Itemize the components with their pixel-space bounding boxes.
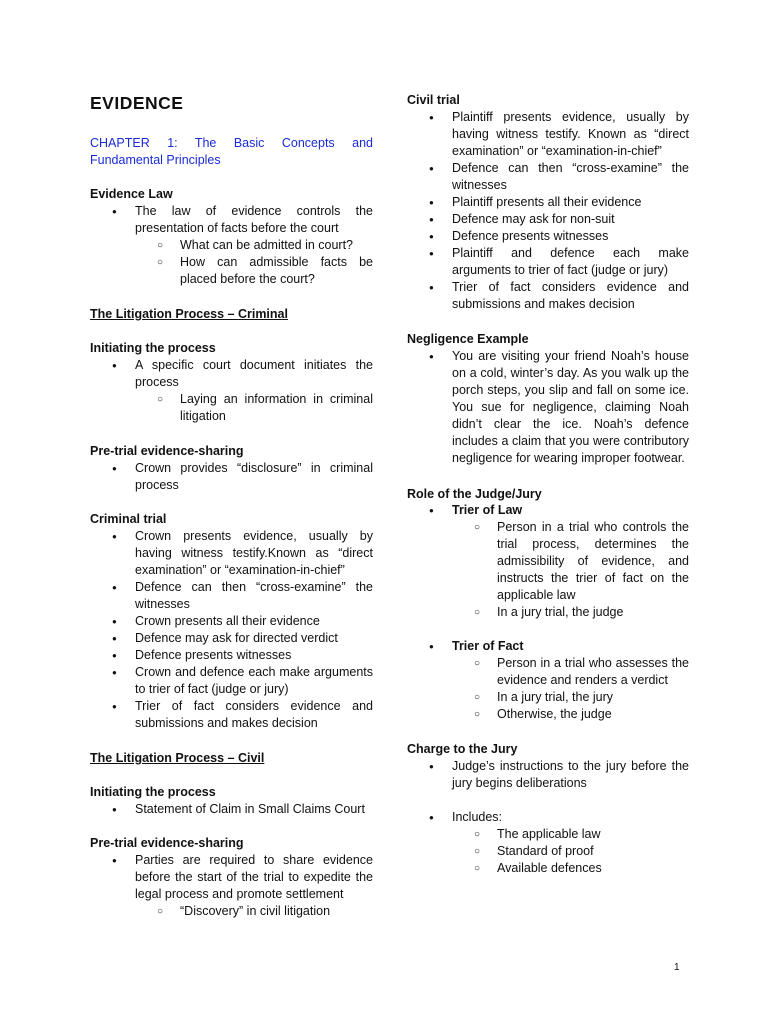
document-title: EVIDENCE — [90, 93, 184, 113]
list-item: ● Plaintiff presents evidence, usually by having witness testify. Known as “direct examination” or “examination-in-chief” — [407, 109, 689, 160]
crim-initiating-list — [90, 357, 373, 425]
heading-negligence: Negligence Example — [407, 332, 529, 346]
list-item: ● Statement of Claim in Small Claims Court — [90, 801, 373, 818]
list-item: ● Defence can then “cross-examine” the witnesses — [407, 160, 689, 194]
negligence-list — [407, 348, 689, 467]
list-item: ● Crown and defence each make arguments to trier of fact (judge or jury) — [90, 664, 373, 698]
evidence-law-list — [90, 203, 373, 288]
list-item: ● You are visiting your friend Noah’s house on a cold, winter’s day. As you walk up the porch steps, you slip and fall on some ice. You sue for negligence, claiming Noah didn’t clear the ice. Noah’s defence includes a claim that you were contributory negligence for wearing improper footwear. — [407, 348, 689, 467]
civil-trial-list — [407, 109, 689, 313]
list-item: ● A specific court document initiates the process — [90, 357, 373, 391]
list-item: ● Trier of fact considers evidence and submissions and makes decision — [407, 279, 689, 313]
list-item: ○ Person in a trial who controls the trial process, determines the admissibility of evidence, and instructs the trier of fact on the applicable law — [407, 519, 689, 604]
heading-civil-trial: Civil trial — [407, 93, 460, 107]
heading-role: Role of the Judge/Jury — [407, 487, 542, 501]
list-item: ● Trier of fact considers evidence and submissions and makes decision — [90, 698, 373, 732]
list-item: ○ How can admissible facts be placed before the court? — [90, 254, 373, 288]
list-item: ○ Person in a trial who assesses the evidence and renders a verdict — [407, 655, 689, 689]
list-item: ● Defence can then “cross-examine” the witnesses — [90, 579, 373, 613]
crim-pretrial-list — [90, 460, 373, 494]
list-item: ○ What can be admitted in court? — [90, 237, 373, 254]
civ-pretrial-list — [90, 852, 373, 920]
list-item: ● Parties are required to share evidence before the start of the trial to expedite the legal process and promote settlement — [90, 852, 373, 903]
chapter-heading: CHAPTER 1: The Basic Concepts and Fundamental Principles — [90, 136, 373, 167]
list-item: ● Defence may ask for directed verdict — [90, 630, 373, 647]
role-fact-list — [407, 638, 689, 723]
list-item: ○ Available defences — [407, 860, 689, 877]
criminal-trial-list — [90, 528, 373, 732]
heading-civ-pretrial: Pre-trial evidence-sharing — [90, 836, 244, 850]
list-item: ● Defence may ask for non-suit — [407, 211, 689, 228]
heading-civ-initiating: Initiating the process — [90, 785, 216, 799]
list-item-trier-of-law: ● Trier of Law — [407, 502, 689, 519]
list-item: ● Crown presents all their evidence — [90, 613, 373, 630]
heading-charge: Charge to the Jury — [407, 742, 518, 756]
charge-list — [407, 758, 689, 792]
role-law-list — [407, 502, 689, 621]
list-item: ○ Otherwise, the judge — [407, 706, 689, 723]
charge-includes-list — [407, 809, 689, 877]
section-criminal: The Litigation Process – Criminal — [90, 307, 288, 321]
list-item: ● Crown presents evidence, usually by having witness testify.Known as “direct examination” or “examination-in-chief” — [90, 528, 373, 579]
list-item: ● Plaintiff and defence each make arguments to trier of fact (judge or jury) — [407, 245, 689, 279]
list-item: ○ In a jury trial, the jury — [407, 689, 689, 706]
list-item: ○ Standard of proof — [407, 843, 689, 860]
heading-crim-initiating: Initiating the process — [90, 341, 216, 355]
list-item: ○ In a jury trial, the judge — [407, 604, 689, 621]
list-item: ○ “Discovery” in civil litigation — [90, 903, 373, 920]
list-item: ● Defence presents witnesses — [407, 228, 689, 245]
section-civil: The Litigation Process – Civil — [90, 751, 265, 765]
heading-evidence-law: Evidence Law — [90, 187, 173, 201]
list-item: ○ The applicable law — [407, 826, 689, 843]
heading-crim-pretrial: Pre-trial evidence-sharing — [90, 444, 244, 458]
list-item: ● The law of evidence controls the presentation of facts before the court — [90, 203, 373, 237]
list-item: ● Crown provides “disclosure” in criminal process — [90, 460, 373, 494]
civ-initiating-list — [90, 801, 373, 818]
list-item: ● Plaintiff presents all their evidence — [407, 194, 689, 211]
list-item: ● Includes: — [407, 809, 689, 826]
list-item: ○ Laying an information in criminal litigation — [90, 391, 373, 425]
heading-criminal-trial: Criminal trial — [90, 512, 167, 526]
page-number: 1 — [674, 962, 680, 973]
list-item-trier-of-fact: ● Trier of Fact — [407, 638, 689, 655]
list-item: ● Defence presents witnesses — [90, 647, 373, 664]
list-item: ● Judge’s instructions to the jury before the jury begins deliberations — [407, 758, 689, 792]
